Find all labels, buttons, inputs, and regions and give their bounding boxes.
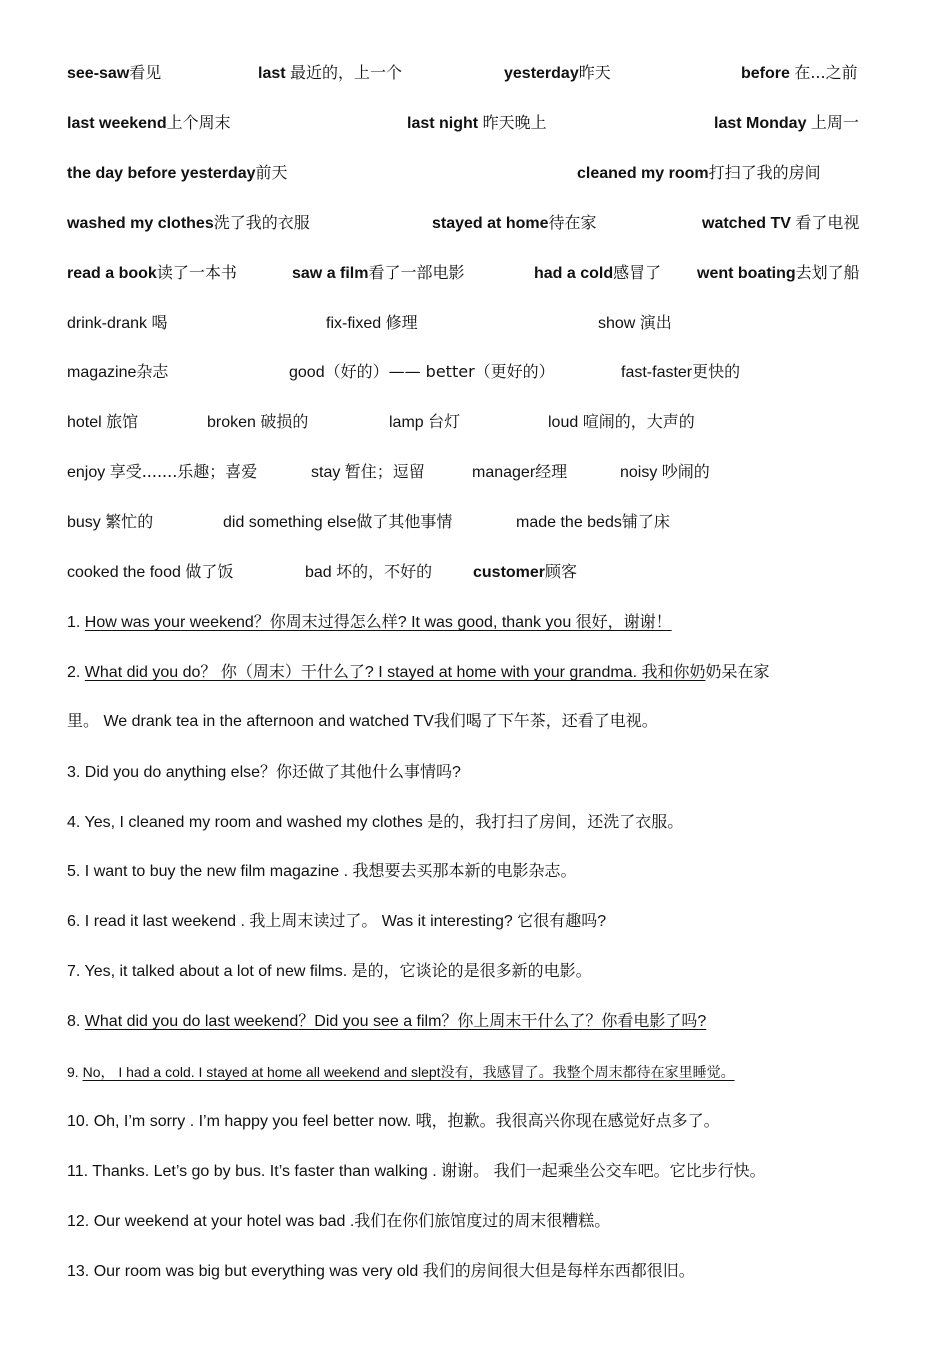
sentence-number: 1. bbox=[67, 614, 85, 631]
vocab-item bbox=[258, 58, 402, 89]
vocab-english: lamp bbox=[389, 414, 429, 431]
sentence-line bbox=[67, 807, 683, 838]
sentence-line bbox=[67, 856, 577, 887]
vocab-english: stayed at home bbox=[432, 215, 549, 232]
sentence-number: 4. bbox=[67, 814, 85, 831]
vocab-chinese: 感冒了 bbox=[613, 263, 662, 282]
vocab-chinese: 待在家 bbox=[548, 213, 597, 232]
vocab-chinese: 昨天 bbox=[578, 63, 611, 82]
sentence-line bbox=[67, 1156, 766, 1187]
sentence-tail: 奶呆在家 bbox=[705, 664, 770, 681]
vocab-row bbox=[0, 507, 950, 537]
vocab-item bbox=[207, 407, 308, 438]
sentence-number: 13. bbox=[67, 1263, 94, 1280]
vocab-english: see-saw bbox=[67, 65, 130, 82]
vocab-english: busy bbox=[67, 514, 106, 531]
vocab-chinese: 享受.......乐趣；喜爱 bbox=[109, 462, 258, 481]
vocab-row bbox=[0, 308, 950, 338]
vocab-item bbox=[472, 457, 567, 488]
vocab-chinese: 修理 bbox=[385, 313, 418, 332]
vocab-chinese: 看了一部电影 bbox=[368, 263, 465, 282]
vocab-english: last weekend bbox=[67, 115, 167, 132]
sentence-number: 9. bbox=[67, 1064, 83, 1080]
vocab-english: last night bbox=[407, 115, 483, 132]
vocab-chinese: 打扫了我的房间 bbox=[708, 163, 821, 182]
sentence-line bbox=[67, 706, 658, 737]
vocab-item bbox=[67, 557, 233, 588]
vocab-english: fix-fixed bbox=[326, 315, 386, 332]
vocab-english: customer bbox=[473, 564, 546, 581]
vocab-row bbox=[0, 158, 950, 188]
vocab-english: cleaned my room bbox=[577, 165, 709, 182]
vocab-chinese: 台灯 bbox=[428, 412, 461, 431]
sentence-line bbox=[67, 1106, 720, 1137]
sentence-line bbox=[67, 906, 606, 937]
vocab-row bbox=[0, 58, 950, 88]
vocab-english: good bbox=[289, 364, 325, 381]
vocab-chinese: 坏的，不好的 bbox=[336, 562, 433, 581]
vocab-english: hotel bbox=[67, 414, 107, 431]
vocab-english: washed my clothes bbox=[67, 215, 214, 232]
vocab-item bbox=[223, 507, 452, 538]
vocab-english: loud bbox=[548, 414, 583, 431]
vocab-english: went boating bbox=[697, 265, 796, 282]
vocab-item bbox=[516, 507, 670, 538]
vocab-chinese: 做了其他事情 bbox=[356, 512, 453, 531]
vocab-item bbox=[292, 258, 465, 289]
vocab-chinese: 经理 bbox=[535, 462, 568, 481]
sentence-line bbox=[67, 956, 592, 987]
vocab-item bbox=[305, 557, 432, 588]
vocab-row bbox=[0, 457, 950, 487]
vocab-item bbox=[67, 507, 153, 538]
sentence-number: 5. bbox=[67, 863, 85, 880]
vocab-chinese: 杂志 bbox=[136, 362, 169, 381]
vocab-english: manager bbox=[472, 464, 536, 481]
sentence-number: 12. bbox=[67, 1213, 94, 1230]
vocab-english: read a book bbox=[67, 265, 157, 282]
vocab-item bbox=[289, 357, 555, 388]
sentence-text: Yes, it talked about a lot of new films. 是的，它谈论的是很多新的电影。 bbox=[84, 963, 592, 980]
sentence-number: 2. bbox=[67, 664, 85, 681]
sentence-number: 7. bbox=[67, 963, 85, 980]
vocab-item bbox=[67, 407, 138, 438]
vocab-chinese: 吵闹的 bbox=[661, 462, 710, 481]
sentence-text: Thanks. Let’s go by bus. It’s faster than walking . 谢谢。 我们一起乘坐公交车吧。它比步行快。 bbox=[92, 1163, 766, 1180]
vocab-item bbox=[702, 208, 859, 239]
vocab-chinese: 喝 bbox=[151, 313, 168, 332]
vocab-chinese: 昨天晚上 bbox=[482, 113, 547, 132]
vocab-english: bad bbox=[305, 564, 337, 581]
vocab-chinese: （好的）—— better（更好的） bbox=[324, 362, 555, 381]
vocab-english: noisy bbox=[620, 464, 662, 481]
vocab-chinese: 看见 bbox=[129, 63, 162, 82]
vocab-chinese: 喧闹的，大声的 bbox=[582, 412, 695, 431]
sentence-text: No， I had a cold. I stayed at home all weekend and slept没有，我感冒了。我整个周末都待在家里睡觉。 bbox=[82, 1064, 735, 1080]
vocab-item bbox=[620, 457, 710, 488]
sentence-text: What did you do？ 你（周末）干什么了? I stayed at home with your grandma. 我和你奶 bbox=[84, 664, 706, 681]
vocab-row bbox=[0, 108, 950, 138]
vocab-chinese: 最近的，上一个 bbox=[290, 63, 403, 82]
sentence-line bbox=[67, 757, 461, 788]
vocab-chinese: 上个周末 bbox=[166, 113, 231, 132]
vocab-chinese: 繁忙的 bbox=[105, 512, 154, 531]
vocab-item bbox=[577, 158, 821, 189]
vocab-english: saw a film bbox=[292, 265, 369, 282]
vocab-item bbox=[67, 108, 231, 139]
vocab-english: magazine bbox=[67, 364, 137, 381]
vocab-chinese: 上周一 bbox=[810, 113, 859, 132]
vocab-item bbox=[389, 407, 460, 438]
vocab-english: did something else bbox=[223, 514, 357, 531]
sentence-line bbox=[67, 1057, 735, 1088]
vocab-chinese: 旅馆 bbox=[106, 412, 139, 431]
sentence-line bbox=[67, 1206, 610, 1237]
vocab-english: had a cold bbox=[534, 265, 614, 282]
vocab-english: fast-faster bbox=[621, 364, 693, 381]
vocab-item bbox=[714, 108, 859, 139]
vocab-chinese: 前天 bbox=[255, 163, 288, 182]
sentence-text: Our weekend at your hotel was bad .我们在你们旅馆度过的周末很糟糕。 bbox=[93, 1213, 611, 1230]
vocab-row bbox=[0, 208, 950, 238]
vocab-english: watched TV bbox=[702, 215, 796, 232]
sentence-line bbox=[67, 1256, 695, 1287]
vocab-item bbox=[534, 258, 661, 289]
sentence-number: 11. bbox=[67, 1163, 93, 1180]
vocab-item bbox=[67, 308, 168, 339]
vocab-chinese: 看了电视 bbox=[795, 213, 860, 232]
vocab-chinese: 做了饭 bbox=[185, 562, 234, 581]
sentence-number: 10. bbox=[67, 1113, 94, 1130]
sentence-text: Did you do anything else？你还做了其他什么事情吗? bbox=[84, 764, 461, 781]
vocab-chinese: 破损的 bbox=[260, 412, 309, 431]
vocab-english: last bbox=[258, 65, 291, 82]
sentence-line bbox=[67, 1006, 706, 1037]
vocab-english: the day before yesterday bbox=[67, 165, 256, 182]
sentence-line bbox=[67, 657, 769, 688]
vocab-chinese: 去划了船 bbox=[795, 263, 860, 282]
vocab-item bbox=[67, 158, 288, 189]
vocab-item bbox=[697, 258, 860, 289]
vocab-item bbox=[67, 258, 237, 289]
vocab-english: before bbox=[741, 65, 795, 82]
vocab-chinese: 读了一本书 bbox=[156, 263, 237, 282]
vocab-chinese: 更快的 bbox=[692, 362, 741, 381]
vocab-row bbox=[0, 258, 950, 288]
vocab-chinese: 铺了床 bbox=[621, 512, 670, 531]
sentence-text: I want to buy the new film magazine . 我想要去买那本新的电影杂志。 bbox=[84, 863, 577, 880]
vocab-english: made the beds bbox=[516, 514, 622, 531]
sentence-text: I read it last weekend . 我上周末读过了。 Was it interesting? 它很有趣吗? bbox=[84, 913, 607, 930]
vocab-english: broken bbox=[207, 414, 261, 431]
vocab-chinese: 在...之前 bbox=[794, 63, 858, 82]
vocab-item bbox=[621, 357, 740, 388]
vocab-english: last Monday bbox=[714, 115, 811, 132]
vocab-english: stay bbox=[311, 464, 345, 481]
vocab-english: enjoy bbox=[67, 464, 110, 481]
vocab-item bbox=[311, 457, 425, 488]
vocab-item bbox=[326, 308, 418, 339]
vocab-chinese: 演出 bbox=[639, 313, 672, 332]
sentence-text: Oh, I’m sorry . I’m happy you feel better now. 哦，抱歉。我很高兴你现在感觉好点多了。 bbox=[93, 1113, 720, 1130]
vocab-item bbox=[598, 308, 672, 339]
sentence-line bbox=[67, 607, 672, 638]
sentence-text: Our room was big but everything was very old 我们的房间很大但是每样东西都很旧。 bbox=[93, 1263, 695, 1280]
sentence-number: 8. bbox=[67, 1013, 85, 1030]
sentence-text: Yes, I cleaned my room and washed my clothes 是的，我打扫了房间，还洗了衣服。 bbox=[84, 814, 684, 831]
vocab-row bbox=[0, 407, 950, 437]
sentence-number: 3. bbox=[67, 764, 85, 781]
vocab-row bbox=[0, 357, 950, 387]
vocab-english: show bbox=[598, 315, 640, 332]
vocab-english: drink-drank bbox=[67, 315, 152, 332]
vocab-item bbox=[407, 108, 547, 139]
vocab-chinese: 洗了我的衣服 bbox=[213, 213, 310, 232]
vocab-item bbox=[548, 407, 695, 438]
sentence-text: 里。 We drank tea in the afternoon and watched TV我们喝了下午茶，还看了电视。 bbox=[67, 713, 658, 730]
vocab-item bbox=[473, 557, 577, 588]
sentence-number: 6. bbox=[67, 913, 85, 930]
vocab-item bbox=[741, 58, 858, 89]
vocab-row bbox=[0, 557, 950, 587]
vocab-item bbox=[432, 208, 597, 239]
vocab-english: yesterday bbox=[504, 65, 579, 82]
vocab-item bbox=[67, 208, 310, 239]
sentence-text: How was your weekend？你周末过得怎么样? It was good, thank you 很好，谢谢！ bbox=[84, 614, 672, 631]
vocab-english: cooked the food bbox=[67, 564, 186, 581]
vocab-chinese: 暂住；逗留 bbox=[344, 462, 425, 481]
sentence-text: What did you do last weekend？Did you see a film？你上周末干什么了？你看电影了吗? bbox=[84, 1013, 707, 1030]
vocab-item bbox=[67, 457, 257, 488]
vocab-item bbox=[504, 58, 611, 89]
vocab-item bbox=[67, 58, 161, 89]
vocab-item bbox=[67, 357, 168, 388]
vocab-chinese: 顾客 bbox=[545, 562, 578, 581]
